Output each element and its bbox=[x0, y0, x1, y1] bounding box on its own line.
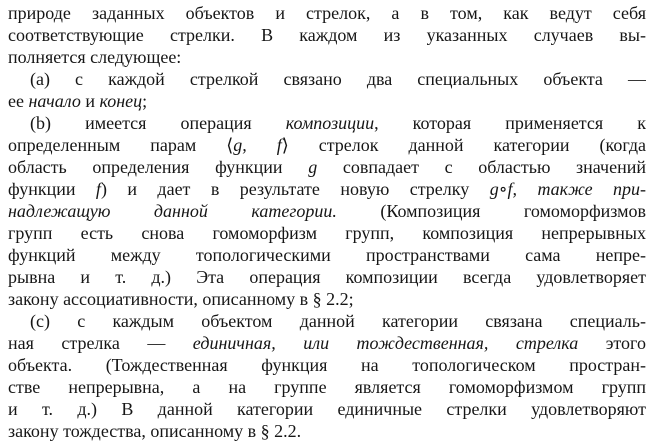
text-run: функций между топологическими пространствами сама непре- bbox=[8, 245, 646, 265]
text-run: ; bbox=[142, 91, 148, 111]
text-run: ) и дает в результате новую стрелку bbox=[100, 179, 490, 199]
text-run: объекта. (Тождественная функция на топологическом простран- bbox=[8, 355, 646, 375]
italic-text: g, f bbox=[233, 135, 282, 155]
text-run: ная стрелка — bbox=[8, 333, 193, 353]
text-run: , которая применяется к bbox=[374, 113, 646, 133]
text-run: область определения функции bbox=[8, 157, 309, 177]
text-run: стве непрерывна, а на группе является гомоморфизмом групп bbox=[8, 377, 646, 397]
text-run: (b) имеется операция bbox=[30, 113, 286, 133]
text-run: (c) с каждым объектом данной категории связана специаль- bbox=[30, 311, 646, 331]
text-line bbox=[8, 244, 646, 266]
text-line bbox=[8, 266, 646, 288]
text-line bbox=[8, 200, 646, 222]
text-run: и т. д.) В данной категории единичные стрелки удовлетворяют bbox=[8, 399, 646, 419]
text-line bbox=[8, 332, 646, 354]
text-run: функции bbox=[8, 179, 96, 199]
text-line bbox=[8, 68, 646, 90]
text-run: ⟩ стрелок данной категории (когда bbox=[281, 135, 646, 155]
text-run: закону тождества, описанному в § 2.2. bbox=[8, 421, 302, 441]
text-line bbox=[8, 354, 646, 376]
text-run: совпадает с областью значений bbox=[317, 157, 646, 177]
text-line bbox=[8, 112, 646, 134]
text-run: этого bbox=[578, 333, 646, 353]
text-line bbox=[8, 134, 646, 156]
text-run: ее bbox=[8, 91, 29, 111]
italic-text: g bbox=[308, 157, 318, 177]
text-line bbox=[8, 310, 646, 332]
text-line bbox=[8, 2, 646, 24]
text-run: групп есть снова гомоморфизм групп, композиция непрерывных bbox=[8, 223, 646, 243]
text-run: рывна и т. д.) Эта операция композиции всегда удовлетворяет bbox=[8, 267, 646, 287]
text-run: закону ассоциативности, описанному в § 2.2; bbox=[8, 289, 354, 309]
italic-text: g∘f, также при- bbox=[489, 179, 646, 199]
italic-text: конец bbox=[99, 91, 143, 111]
text-line bbox=[8, 376, 646, 398]
italic-text: f bbox=[95, 179, 101, 199]
italic-text: композиции bbox=[285, 113, 375, 133]
text-line bbox=[8, 222, 646, 244]
text-line bbox=[8, 24, 646, 46]
text-run: соответствующие стрелки. В каждом из указанных случаев вы- bbox=[8, 25, 646, 45]
text-line bbox=[8, 156, 646, 178]
text-run: полняется следующее: bbox=[8, 47, 182, 67]
body-text bbox=[8, 2, 646, 442]
italic-text: надлежащую данной категории. bbox=[8, 201, 337, 221]
text-run: (a) с каждой стрелкой связано два специальных объекта — bbox=[30, 69, 646, 89]
text-line bbox=[8, 46, 646, 68]
italic-text: начало bbox=[28, 91, 81, 111]
text-run: и bbox=[80, 91, 100, 111]
text-line bbox=[8, 90, 646, 112]
text-run: определенным парам ⟨ bbox=[8, 135, 234, 155]
text-line bbox=[8, 420, 646, 442]
text-line bbox=[8, 288, 646, 310]
text-line bbox=[8, 398, 646, 420]
text-run: (Композиция гомоморфизмов bbox=[336, 201, 646, 221]
italic-text: единичная, или тождественная, стрелка bbox=[192, 333, 579, 353]
text-run: природе заданных объектов и стрелок, а в том, как ведут себя bbox=[8, 3, 646, 23]
text-line bbox=[8, 178, 646, 200]
